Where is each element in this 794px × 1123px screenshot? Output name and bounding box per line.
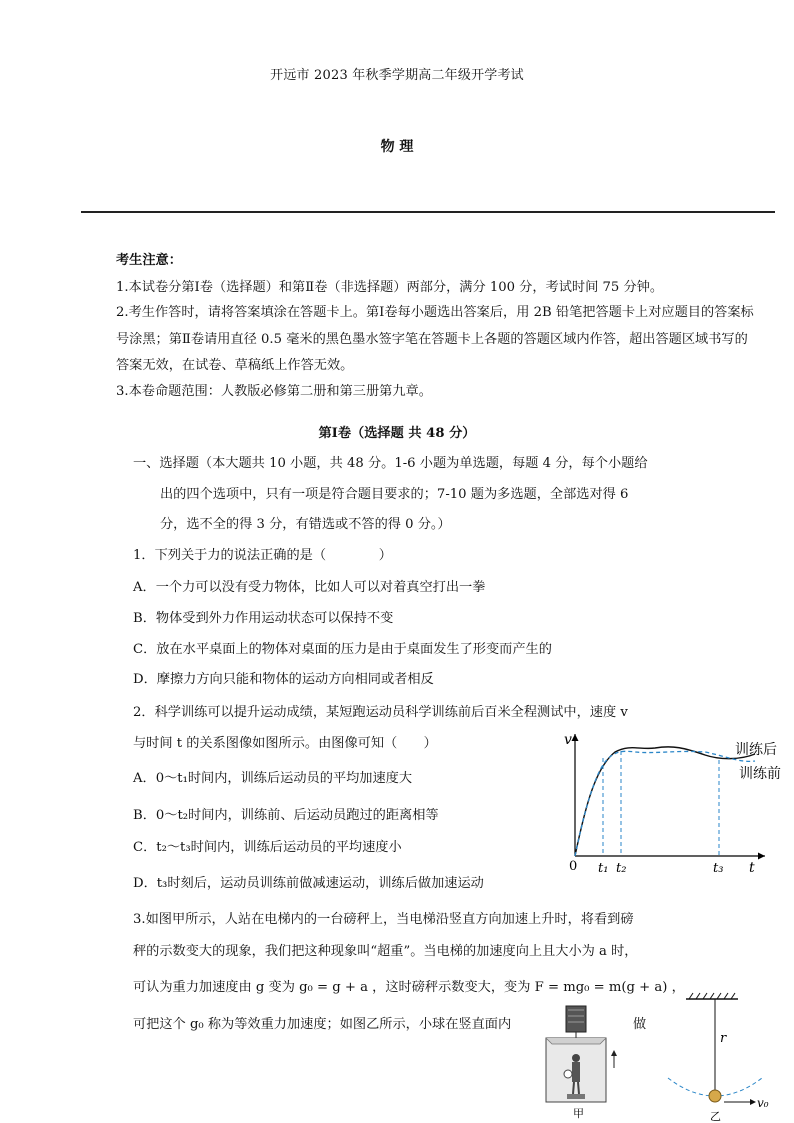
q1-option-d: D．摩擦力方向只能和物体的运动方向相同或者相反	[133, 672, 434, 687]
t-axis-label: t	[749, 860, 755, 876]
person-head	[572, 1054, 580, 1062]
radius-label: r	[720, 1031, 727, 1046]
q1-option-a: A．一个力可以没有受力物体，比如人可以对着真空打出一拳	[133, 580, 486, 595]
pendulum-figure	[664, 992, 784, 1122]
exam-title: 开远市 2023 年秋季学期高二年级开学考试	[270, 68, 524, 83]
t2-label: t₂	[616, 861, 627, 876]
q2-option-d: D．t₃时刻后，运动员训练前做减速运动，训练后做加速运动	[133, 876, 484, 891]
q2-stem-2: 与时间 t 的关系图像如图所示。由图像可知（ ）	[133, 736, 437, 751]
origin-label: 0	[569, 859, 578, 874]
q3-line-4: 可把这个 g₀ 称为等效重力加速度；如图乙所示，小球在竖直面内	[133, 1017, 512, 1032]
notice-line-2a: 2.考生作答时，请将答案填涂在答题卡上。第Ⅰ卷每小题选出答案后，用 2B 铅笔把答题卡上对应题目的答案标	[116, 305, 754, 320]
before-training-curve	[575, 751, 755, 856]
notice-line-2b: 号涂黑；第Ⅱ卷请用直径 0.5 毫米的黑色墨水签字笔在答题卡上各题的答题区域内作答，超出答题区域书写的	[116, 332, 748, 347]
notice-line-1: 1.本试卷分第Ⅰ卷（选择题）和第Ⅱ卷（非选择题）两部分，满分 100 分，考试时间 75 分钟。	[116, 280, 664, 295]
notice-line-2c: 答案无效，在试卷、草稿纸上作答无效。	[116, 358, 354, 373]
legend-before-training: 训练前	[739, 766, 781, 782]
figure-jia-label: 甲	[573, 1107, 584, 1120]
q2-option-b: B．0～t₂时间内，训练前、后运动员跑过的距离相等	[133, 808, 439, 823]
t3-label: t₃	[713, 861, 724, 876]
q3-line-2: 秤的示数变大的现象，我们把这种现象叫“超重”。当电梯的加速度向上且大小为 a 时，	[133, 944, 638, 959]
scale	[567, 1094, 585, 1099]
legend-after-training: 训练后	[735, 742, 777, 758]
scale-dial	[564, 1070, 572, 1078]
t1-label: t₁	[598, 861, 609, 876]
section-1-intro-3: 分，选不全的得 3 分，有错选或不答的得 0 分。）	[160, 517, 451, 532]
q1-option-c: C．放在水平桌面上的物体对桌面的压力是由于桌面发生了形变而产生的	[133, 642, 552, 657]
section-1-intro-1: 一、选择题（本大题共 10 小题，共 48 分。1-6 小题为单选题，每题 4 分，每个小题给	[133, 456, 648, 471]
v0-label: v₀	[757, 1096, 769, 1110]
elevator-figure	[540, 1004, 620, 1120]
q2-stem-1: 2．科学训练可以提升运动成绩，某短跑运动员科学训练前后百米全程测试中，速度 v	[133, 705, 628, 720]
ball	[709, 1090, 721, 1102]
person-body	[572, 1062, 580, 1082]
q3-line-4-end: 做	[633, 1017, 647, 1032]
q2-option-a: A．0～t₁时间内，训练后运动员的平均加速度大	[133, 771, 413, 786]
section-1-intro-2: 出的四个选项中，只有一项是符合题目要求的；7-10 题为多选题，全部选对得 6	[160, 487, 629, 502]
q3-line-1: 3.如图甲所示，人站在电梯内的一台磅秤上，当电梯沿竖直方向加速上升时，将看到磅	[133, 912, 634, 927]
notice-line-3: 3.本卷命题范围：人教版必修第二册和第三册第九章。	[116, 384, 432, 399]
q3-line-3: 可认为重力加速度由 g 变为 g₀ = g + a ，这时磅秤示数变大，变为 F = mg₀ = m(g + a) ，	[133, 980, 685, 995]
section-1-title: 第Ⅰ卷（选择题 共 48 分）	[318, 426, 476, 441]
subject-title: 物 理	[380, 139, 414, 155]
q2-option-c: C．t₂～t₃时间内，训练后运动员的平均速度小	[133, 840, 402, 855]
velocity-time-graph	[555, 728, 790, 880]
figure-yi-label: 乙	[710, 1110, 721, 1122]
after-training-curve	[575, 747, 755, 856]
v-axis-label: v	[564, 732, 572, 748]
q1-stem: 1．下列关于力的说法正确的是（ ）	[133, 548, 392, 563]
q1-option-b: B．物体受到外力作用运动状态可以保持不变	[133, 611, 394, 626]
notice-heading: 考生注意：	[116, 253, 182, 268]
header-divider	[81, 211, 775, 213]
